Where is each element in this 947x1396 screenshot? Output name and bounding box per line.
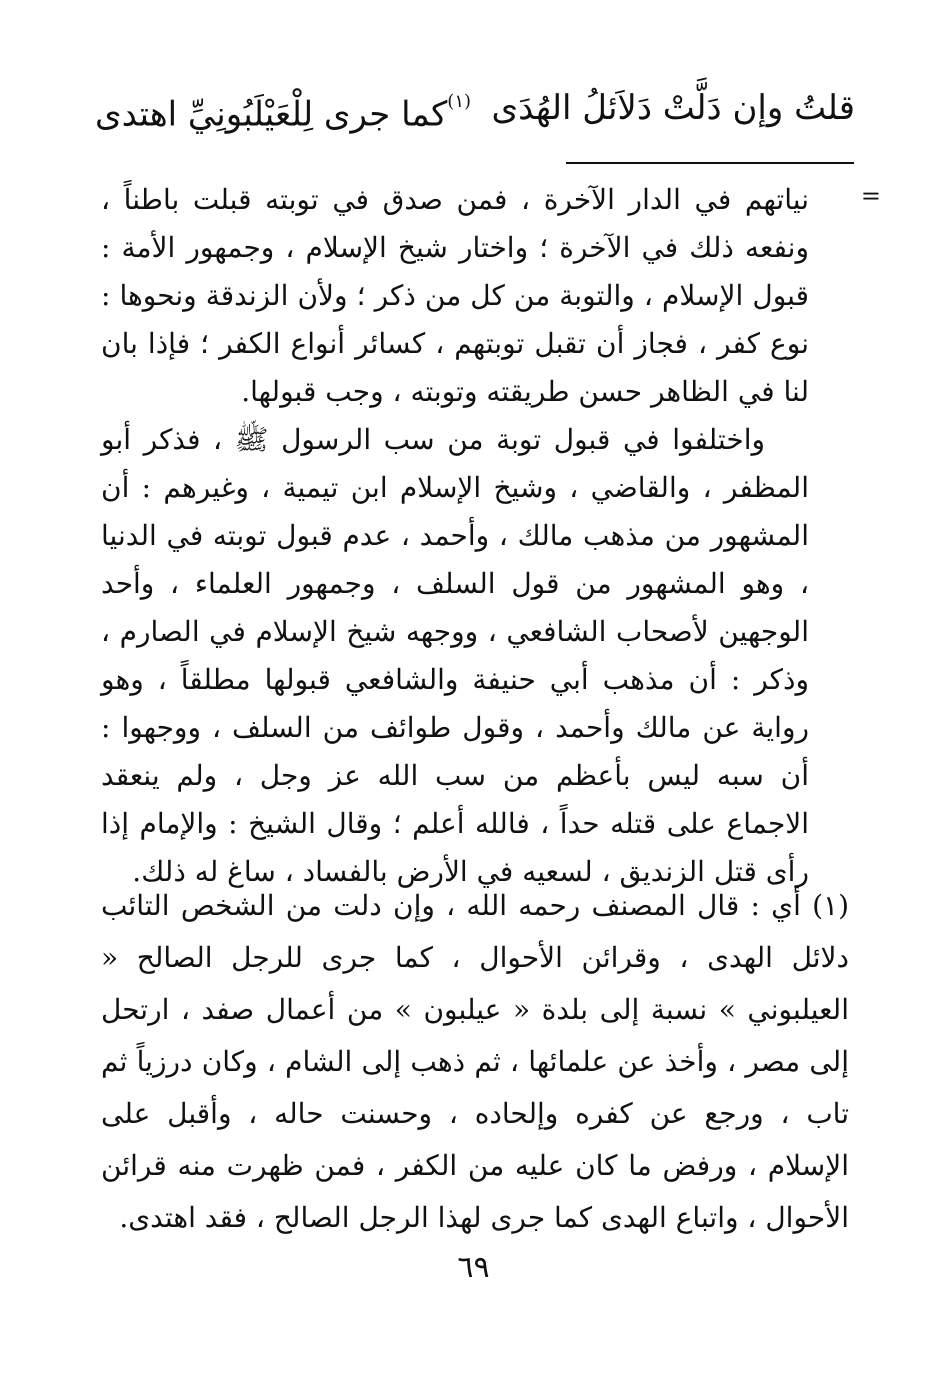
footnote [101, 880, 849, 1244]
page-number: ٦٩ [457, 1250, 490, 1285]
footnote-separator-rule [566, 162, 854, 164]
continued-commentary [101, 176, 809, 896]
footnote-text: (١) أي : قال المصنف رحمه الله ، وإن دلت من الشخص التائب دلائل الهدى ، وقرائن الأحوال ، كما جرى للرجل الصالح « العيلبوني » نسبة إلى بلدة « عيلبون » من أعمال صفد ، ارتحل إلى مصر ، وأخذ عن علمائها ، ثم ذهب إلى الشام ، وكان درزياً ثم تاب ، ورجع عن كفره وإلحاده ، وحسنت حاله ، وأقبل على الإسلام ، ورفض ما كان عليه من الكفر ، فمن ظهرت منه قرائن الأحوال ، واتباع الهدى كما جرى لهذا الرجل الصالح ، فقد اهتدى. [101, 889, 849, 1234]
continuation-mark: = [860, 182, 881, 210]
verse-hemistich-right: قلتُ وإن دَلَّتْ دَلاَئلُ الهُدَى [491, 88, 855, 128]
commentary-paragraph: نياتهم في الدار الآخرة ، فمن صدق في توبته قبلت باطناً ، ونفعه ذلك في الآخرة ؛ واختار شيخ الإسلام ، وجمهور الأمة : قبول الإسلام ، والتوبة من كل من ذكر ؛ ولأن الزندقة ونحوها : نوع كفر ، فجاز أن تقبل توبتهم ، كسائر أنواع الكفر ؛ فإذا بان لنا في الظاهر حسن طريقته وتوبته ، وجب قبولها. [101, 183, 809, 408]
footnote-reference: (١) [447, 91, 472, 112]
verse-hemistich-left-text: كما جرى لِلْعَيْلَبُونِيِّ اهتدى [95, 94, 448, 135]
verse-line [95, 78, 855, 138]
verse-hemistich-left [95, 78, 471, 144]
commentary-paragraph: واختلفوا في قبول توبة من سب الرسول ﷺ ، فذكر أبو المظفر ، والقاضي ، وشيخ الإسلام ابن تيمية ، وغيرهم : أن المشهور من مذهب مالك ، وأحمد ، عدم قبول توبته في الدنيا ، وهو المشهور من قول السلف ، وجمهور العلماء ، وأحد الوجهين لأصحاب الشافعي ، ووجهه شيخ الإسلام في الصارم ، وذكر : أن مذهب أبي حنيفة والشافعي قبولها مطلقاً ، وهو رواية عن مالك وأحمد ، وقول طوائف من السلف ، ووجهوا : أن سبه ليس بأعظم من سب الله عز وجل ، ولم ينعقد الاجماع على قتله حداً ، فالله أعلم ؛ وقال الشيخ : والإمام إذا رأى قتل الزنديق ، لسعيه في الأرض بالفساد ، ساغ له ذلك. [101, 423, 809, 888]
